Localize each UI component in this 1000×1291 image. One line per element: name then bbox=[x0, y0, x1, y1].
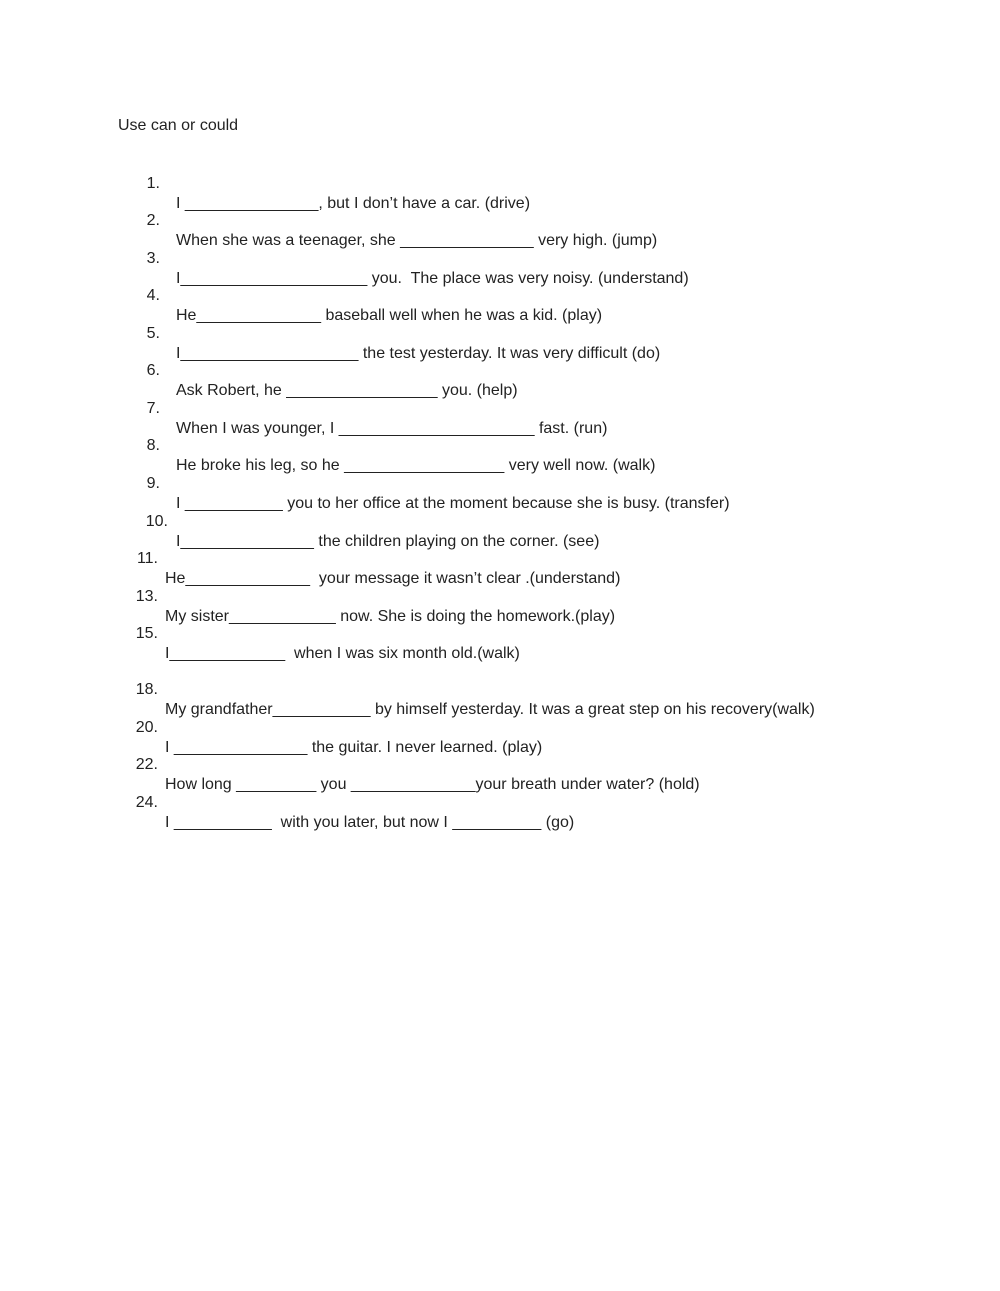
exercise-item bbox=[0, 567, 1000, 625]
item-number: 11. bbox=[136, 550, 158, 567]
exercise-item bbox=[0, 341, 1000, 399]
item-text: How long _________ you ______________your breath under water? (hold) bbox=[165, 776, 700, 793]
exercise-item bbox=[0, 304, 1000, 362]
item-number: 5. bbox=[146, 325, 160, 342]
item-number: 8. bbox=[146, 437, 160, 454]
instruction-heading: Use can or could bbox=[118, 117, 239, 134]
item-text: I_____________________ you. The place was very noisy. (understand) bbox=[176, 270, 689, 287]
item-number: 7. bbox=[146, 400, 160, 417]
item-text: I_____________ when I was six month old.(walk) bbox=[165, 645, 520, 662]
item-text: When I was younger, I ______________________ fast. (run) bbox=[176, 420, 608, 437]
item-text: He broke his leg, so he __________________ very well now. (walk) bbox=[176, 457, 656, 474]
item-number: 2. bbox=[146, 212, 160, 229]
item-text: When she was a teenager, she _______________ very high. (jump) bbox=[176, 232, 658, 249]
exercise-item bbox=[0, 454, 1000, 512]
exercise-item bbox=[0, 492, 1000, 550]
exercise-item bbox=[0, 191, 1000, 249]
item-number: 22. bbox=[135, 756, 158, 773]
item-text: He______________ your message it wasn’t clear .(understand) bbox=[165, 570, 621, 587]
item-text: I _______________, but I don’t have a car. (drive) bbox=[176, 195, 531, 212]
item-text: I ___________ with you later, but now I __________ (go) bbox=[165, 814, 575, 831]
exercise-item bbox=[0, 773, 1000, 831]
exercise-item bbox=[0, 229, 1000, 287]
item-text: My grandfather___________ by himself yesterday. It was a great step on his recovery(walk) bbox=[165, 701, 815, 718]
exercise-item bbox=[0, 266, 1000, 324]
exercise-item bbox=[0, 698, 1000, 756]
item-number: 4. bbox=[146, 287, 160, 304]
item-number: 20. bbox=[135, 719, 158, 736]
item-number: 13. bbox=[135, 588, 158, 605]
item-text: He______________ baseball well when he was a kid. (play) bbox=[176, 307, 603, 324]
exercise-item bbox=[0, 379, 1000, 437]
exercise-item bbox=[0, 529, 1000, 587]
item-number: 18. bbox=[135, 681, 158, 698]
exercise-item bbox=[0, 660, 1000, 718]
item-number: 15. bbox=[135, 625, 158, 642]
item-text: I ___________ you to her office at the moment because she is busy. (transfer) bbox=[176, 495, 730, 512]
item-text: I_______________ the children playing on the corner. (see) bbox=[176, 533, 600, 550]
exercise-item bbox=[0, 416, 1000, 474]
item-number: 6. bbox=[146, 362, 160, 379]
exercise-item bbox=[0, 154, 1000, 212]
item-number: 1. bbox=[146, 175, 160, 192]
item-number: 9. bbox=[146, 475, 160, 492]
item-number: 3. bbox=[146, 250, 160, 267]
item-text: I _______________ the guitar. I never learned. (play) bbox=[165, 739, 543, 756]
item-number: 10. bbox=[145, 513, 168, 530]
exercise-item bbox=[0, 735, 1000, 793]
exercise-item bbox=[0, 604, 1000, 662]
item-text: Ask Robert, he _________________ you. (help) bbox=[176, 382, 518, 399]
item-number: 24. bbox=[135, 794, 158, 811]
item-text: My sister____________ now. She is doing the homework.(play) bbox=[165, 608, 616, 625]
item-text: I____________________ the test yesterday. It was very difficult (do) bbox=[176, 345, 661, 362]
